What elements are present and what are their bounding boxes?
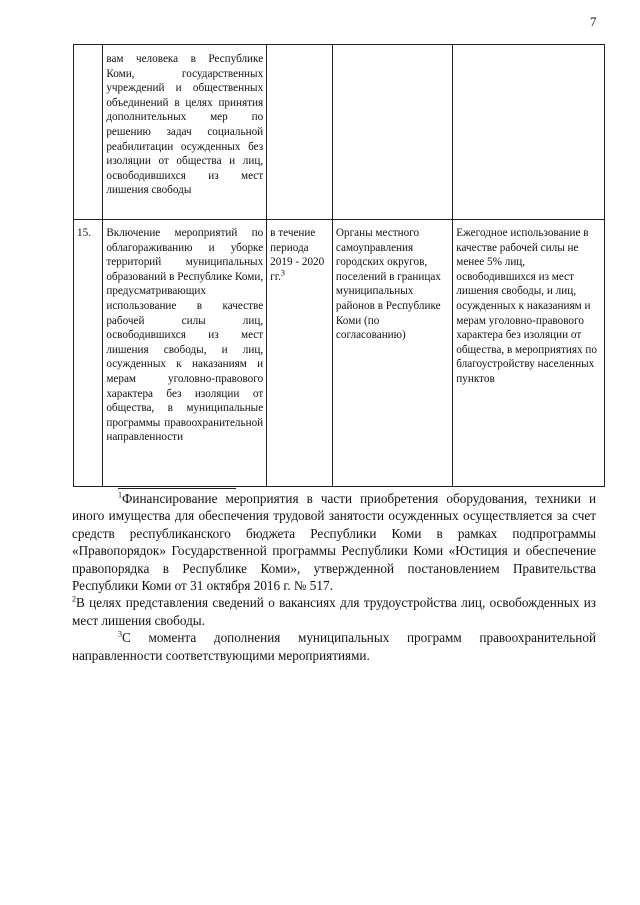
footnotes <box>72 490 596 664</box>
measure-cell: вам человека в Республике Коми, государственных учреждений и общественных объединений в целях принятия дополнительных мер по решению задач социальной реабилитации осужденных без изоляции от общества и лиц, освободившихся из мест лишения свободы <box>103 45 267 220</box>
result-cell: Ежегодное использование в качестве рабочей силы не менее 5% лиц, освободившихся из мест лишения свободы, и лиц, осужденных к наказаниям и мерам уголовно-правового характера без изоляции от общества, в мероприятиях по благоустройству населенных пунктов <box>453 220 605 487</box>
executor-cell: Органы местного самоуправления городских округов, поселений в границах муниципальных районов в Республике Коми (по согласованию) <box>332 220 452 487</box>
footnote-ref: 3 <box>280 268 285 278</box>
term-cell <box>267 45 333 220</box>
footnote-1 <box>72 490 596 594</box>
page-number: 7 <box>590 14 597 29</box>
row-number-cell: 15. <box>74 220 103 487</box>
footnote-mark: 1 <box>118 490 122 500</box>
footnote-text: Финансирование мероприятия в части приобретения оборудования, техники и иного имущества для обеспечения трудовой занятости осужденных осуществляется за счет средств республиканского бюджета Республики Коми в рамках подпрограммы «Правопорядок» Государственной программы Республики Коми «Юстиция и обеспечение правопорядка в Республике Коми», утвержденной постановлением Правительства Республики Коми от 31 октября 2016 г. № 517. <box>72 491 596 594</box>
footnote-2 <box>72 594 596 629</box>
table-row <box>74 45 605 220</box>
table-row <box>74 220 605 487</box>
footnote-text: С момента дополнения муниципальных программ правоохранительной направленности соответствующими мероприятиями. <box>72 630 596 663</box>
measures-table <box>73 44 605 487</box>
footnote-separator <box>118 488 236 489</box>
executor-cell <box>332 45 452 220</box>
result-cell <box>453 45 605 220</box>
measure-cell: Включение мероприятий по облагораживанию и уборке территорий муниципальных образований в Республике Коми, предусматривающих использование в качестве рабочей силы лиц, освободившихся из мест лишения свободы, и лиц, осужденных к наказаниям и мерам уголовно-правового характера без изоляции от общества, в муниципальные программы правоохранительной направленности <box>103 220 267 487</box>
footnote-text: В целях представления сведений о вакансиях для трудоустройства лиц, освобожденных из мест лишения свободы. <box>72 595 596 628</box>
footnote-mark: 3 <box>118 629 122 639</box>
term-cell <box>267 220 333 487</box>
term-text: в течение периода 2019 - 2020 гг. <box>270 227 325 283</box>
row-number-cell <box>74 45 103 220</box>
footnote-mark: 2 <box>72 595 76 605</box>
footnote-3 <box>72 629 596 664</box>
